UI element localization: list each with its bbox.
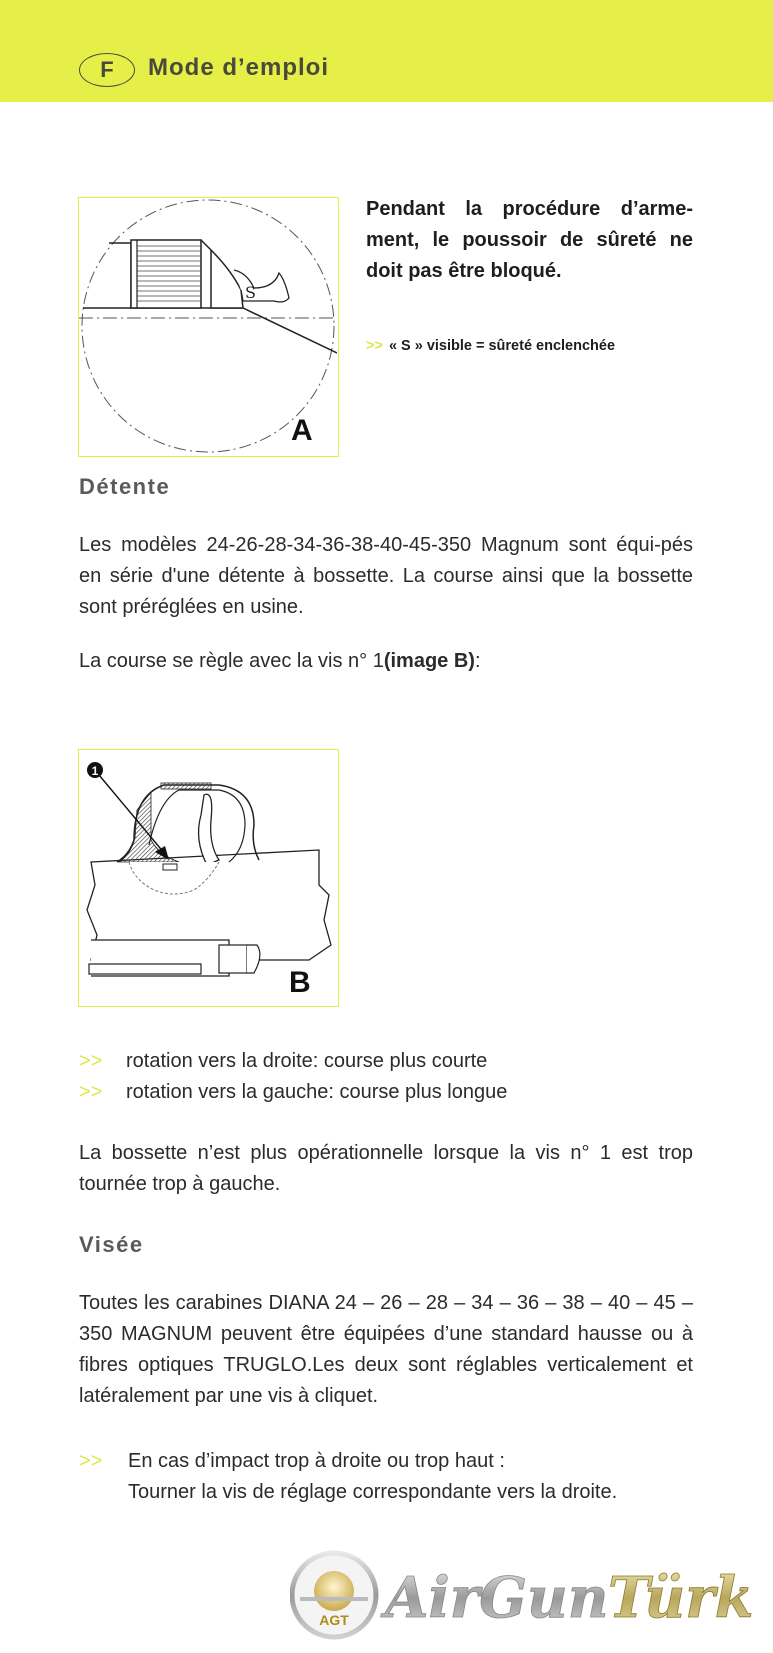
- figure-a-label: A: [291, 414, 313, 447]
- safety-mechanism-drawing: [79, 198, 337, 455]
- detente-bullet-2: [79, 1077, 507, 1108]
- detente-paragraph-1: Les modèles 24-26-28-34-36-38-40-45-350 Magnum sont équi-pés en série d'une détente à bossette. La course ainsi que la bossette sont préréglées en usine.: [79, 534, 693, 618]
- callout-number-1: 1: [91, 764, 99, 778]
- image-b-reference: (image B): [383, 650, 475, 672]
- arrow-bullet-icon: >>: [79, 1450, 103, 1472]
- detente-paragraph-2-suffix: :: [474, 650, 481, 672]
- detente-bullet-1: [79, 1046, 487, 1077]
- section-heading-detente: Détente: [79, 474, 171, 499]
- arrow-bullet-icon: >>: [79, 1050, 103, 1072]
- detente-paragraph-3: La bossette n’est plus opérationnelle lorsque la vis n° 1 est trop tournée trop à gauche.: [79, 1142, 693, 1195]
- visee-bullet-line-2: Tourner la vis de réglage correspondante vers la droite.: [128, 1481, 618, 1503]
- logo-badge-text: AGT: [319, 1612, 349, 1628]
- arrow-bullet-icon: >>: [366, 338, 383, 354]
- airgunturk-watermark-logo: [290, 1545, 760, 1645]
- safety-note: [366, 338, 615, 354]
- figure-b-label: B: [289, 966, 311, 999]
- logo-brand-part-2: Türk: [608, 1565, 754, 1631]
- logo-brand-part-1: AirGun: [385, 1565, 609, 1631]
- detente-paragraph-2-text: La course se règle avec la vis n° 1: [79, 650, 384, 672]
- visee-bullet-line-1: En cas d’impact trop à droite ou trop haut :: [128, 1450, 505, 1472]
- language-badge: F: [79, 53, 135, 87]
- safety-warning: Pendant la procédure d’arme-ment, le poussoir de sûreté ne doit pas être bloqué.: [366, 198, 693, 282]
- detente-paragraph-2: [79, 646, 693, 677]
- figure-b-trigger-illustration: [78, 749, 339, 1007]
- visee-bullet: [79, 1446, 617, 1508]
- trigger-mechanism-drawing: [79, 750, 337, 1005]
- arrow-bullet-icon: >>: [79, 1081, 103, 1103]
- bullet-text: rotation vers la droite: course plus courte: [126, 1050, 488, 1072]
- watermark-logo-graphic: [290, 1545, 760, 1645]
- section-heading-visee: Visée: [79, 1232, 144, 1257]
- bullet-text: rotation vers la gauche: course plus longue: [126, 1081, 508, 1103]
- visee-paragraph: Toutes les carabines DIANA 24 – 26 – 28 – 34 – 36 – 38 – 40 – 45 – 350 MAGNUM peuvent être équipées d’une standard hausse ou à fibres optiques TRUGLO.Les deux sont réglables verticalement et latéralement par une vis à cliquet.: [79, 1292, 693, 1407]
- figure-a-safety-illustration: [78, 197, 339, 457]
- safety-s-marker: S: [245, 283, 256, 302]
- safety-note-text: « S » visible = sûreté enclenchée: [388, 338, 616, 354]
- header-bar: [0, 0, 773, 102]
- page-title: Mode d’emploi: [148, 54, 329, 81]
